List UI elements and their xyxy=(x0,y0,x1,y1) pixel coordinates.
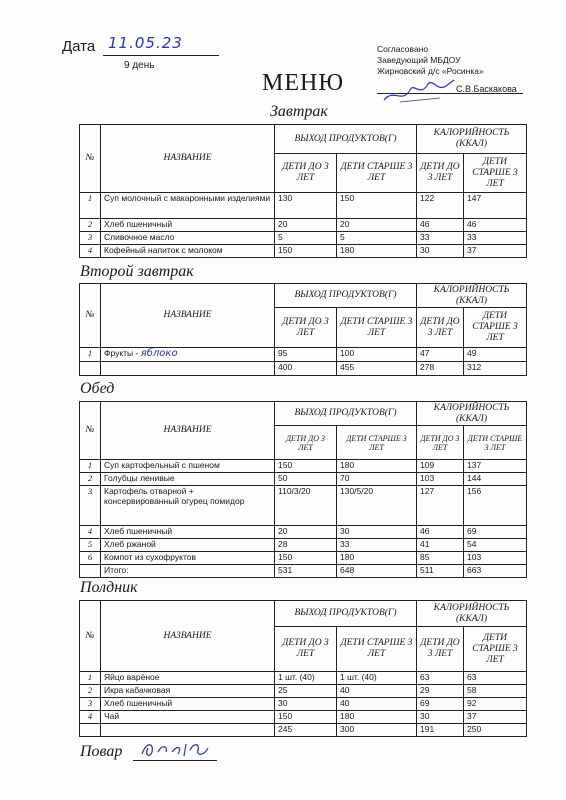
col-calories: КАЛОРИЙНОСТЬ (ККАЛ) xyxy=(417,402,527,426)
table-row: 3 Хлеб пшеничный 30 40 69 92 xyxy=(80,698,527,711)
col-num: № xyxy=(80,402,101,460)
col-cal-over3: ДЕТИ СТАРШЕ 3 ЛЕТ xyxy=(464,627,527,672)
day-label: 9 день xyxy=(124,60,155,71)
page-title: МЕНЮ xyxy=(262,70,344,96)
date-value: 11.05.23 xyxy=(108,34,183,52)
approval-line-2: Заведующий МБДОУ xyxy=(377,55,461,65)
table-row: 4 Кофейный напиток с молоком 150 180 30 37 xyxy=(80,245,527,258)
col-calories: КАЛОРИЙНОСТЬ (ККАЛ) xyxy=(417,601,527,627)
approval-name: С.В.Баскакова xyxy=(456,84,517,94)
col-output-over3: ДЕТИ СТАРШЕ 3 ЛЕТ xyxy=(337,308,417,348)
second-breakfast-table xyxy=(79,283,527,376)
cook-label: Повар xyxy=(80,743,123,760)
table-row: 2 Голубцы ленивые 50 70 103 144 xyxy=(80,473,527,486)
table-row-total: 245 300 191 250 xyxy=(80,724,527,737)
col-cal-under3: ДЕТИ ДО 3 ЛЕТ xyxy=(417,308,464,348)
snack-table xyxy=(79,600,527,737)
section-lunch-title: Обед xyxy=(80,380,115,397)
col-name: НАЗВАНИЕ xyxy=(101,601,275,672)
table-row: 1 Яйцо варёное 1 шт. (40) 1 шт. (40) 63 63 xyxy=(80,672,527,685)
col-calories: КАЛОРИЙНОСТЬ (ККАЛ) xyxy=(417,125,527,154)
col-output-over3: ДЕТИ СТАРШЕ 3 ЛЕТ xyxy=(337,627,417,672)
table-row: 4 Хлеб пшеничный 20 30 46 69 xyxy=(80,526,527,539)
signature-mark xyxy=(380,70,460,110)
table-row: 2 Хлеб пшеничный 20 20 46 46 xyxy=(80,219,527,232)
col-output: ВЫХОД ПРОДУКТОВ(Г) xyxy=(275,402,417,426)
col-num: № xyxy=(80,601,101,672)
table-row: 1 Фрукты - яблоко 95 100 47 49 xyxy=(80,348,527,362)
col-cal-under3: ДЕТИ ДО 3 ЛЕТ xyxy=(417,627,464,672)
date-underline xyxy=(103,55,219,56)
col-output-over3: ДЕТИ СТАРШЕ 3 ЛЕТ xyxy=(337,426,417,460)
table-row: 3 Сливочное масло 5 5 33 33 xyxy=(80,232,527,245)
table-row: 4 Чай 150 180 30 37 xyxy=(80,711,527,724)
col-output-under3: ДЕТИ ДО 3 ЛЕТ xyxy=(275,426,337,460)
col-calories: КАЛОРИЙНОСТЬ (ККАЛ) xyxy=(417,284,527,308)
breakfast-table xyxy=(79,124,527,258)
table-row: 2 Икра кабачковая 25 40 29 58 xyxy=(80,685,527,698)
col-cal-over3: ДЕТИ СТАРШЕ 3 ЛЕТ xyxy=(464,426,527,460)
col-output-under3: ДЕТИ ДО 3 ЛЕТ xyxy=(275,154,337,193)
lunch-table xyxy=(79,401,527,578)
col-cal-under3: ДЕТИ ДО 3 ЛЕТ xyxy=(417,154,464,193)
table-row: 1 Суп молочный с макаронными изделиями 130 150 122 147 xyxy=(80,193,527,219)
col-output: ВЫХОД ПРОДУКТОВ(Г) xyxy=(275,284,417,308)
col-name: НАЗВАНИЕ xyxy=(101,402,275,460)
approval-line-1: Согласовано xyxy=(377,44,429,54)
section-second-breakfast-title: Второй завтрак xyxy=(80,263,194,280)
table-row: 6 Компот из сухофруктов 150 180 85 103 xyxy=(80,552,527,565)
col-output-under3: ДЕТИ ДО 3 ЛЕТ xyxy=(275,308,337,348)
col-cal-under3: ДЕТИ ДО 3 ЛЕТ xyxy=(417,426,464,460)
section-snack-title: Полдник xyxy=(80,579,138,596)
date-label: Дата xyxy=(62,38,96,55)
col-name: НАЗВАНИЕ xyxy=(101,125,275,193)
col-name: НАЗВАНИЕ xyxy=(101,284,275,348)
col-output: ВЫХОД ПРОДУКТОВ(Г) xyxy=(275,125,417,154)
table-row: 5 Хлеб ржаной 28 33 41 54 xyxy=(80,539,527,552)
table-row-total: 400 455 278 312 xyxy=(80,362,527,376)
table-row: 1 Суп картофельный с пшеном 150 180 109 137 xyxy=(80,460,527,473)
col-output-under3: ДЕТИ ДО 3 ЛЕТ xyxy=(275,627,337,672)
col-cal-over3: ДЕТИ СТАРШЕ 3 ЛЕТ xyxy=(464,308,527,348)
approval-line-3: Жирновский д/с «Росинка» xyxy=(377,66,484,76)
section-breakfast-title: Завтрак xyxy=(270,103,328,120)
col-num: № xyxy=(80,125,101,193)
col-cal-over3: ДЕТИ СТАРШЕ 3 ЛЕТ xyxy=(464,154,527,193)
col-output-over3: ДЕТИ СТАРШЕ 3 ЛЕТ xyxy=(337,154,417,193)
table-row: 3 Картофель отварной + консервированный огурец помидор 110/3/20 130/5/20 127 156 xyxy=(80,486,527,526)
table-row-total: Итого: 531 648 511 663 xyxy=(80,565,527,578)
cook-signature-mark xyxy=(138,738,218,762)
col-num: № xyxy=(80,284,101,348)
handwritten-fruit: яблоко xyxy=(140,348,178,359)
col-output: ВЫХОД ПРОДУКТОВ(Г) xyxy=(275,601,417,627)
